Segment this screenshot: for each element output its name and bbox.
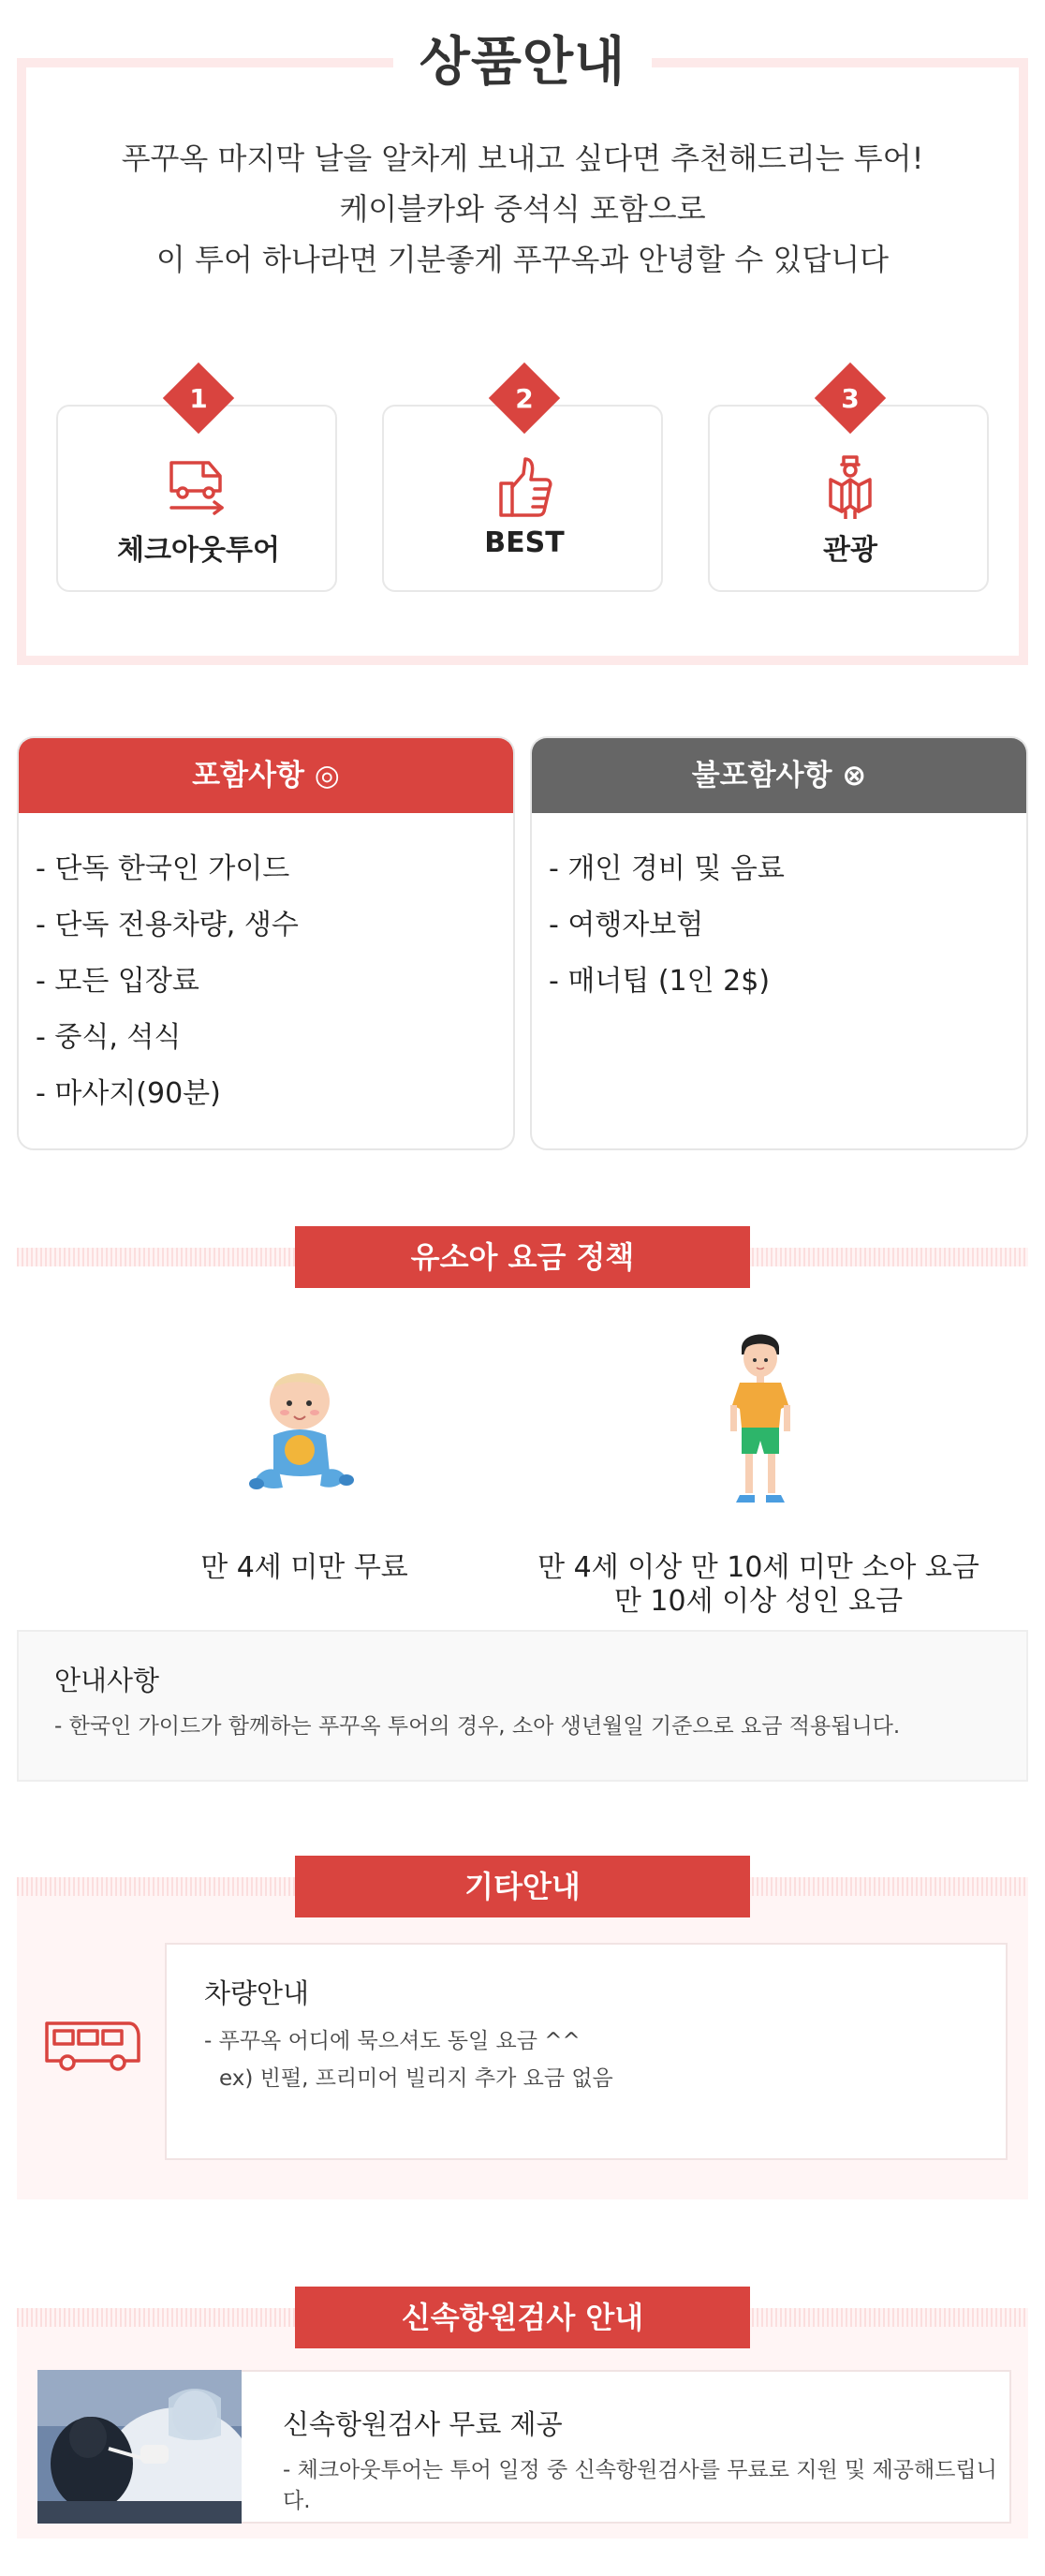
rapid-test-card-text: - 체크아웃투어는 투어 일정 중 신속항원검사를 무료로 지원 및 제공해드립니다. [283,2458,997,2513]
vehicle-info-line: - 푸꾸옥 어디에 묵으셔도 동일 요금 ^^ [204,2029,581,2053]
feature-label: 체크아웃투어 [117,534,280,567]
list-item: - 중식, 석식 [36,1021,182,1054]
intro-line: 푸꾸옥 마지막 날을 알차게 보내고 싶다면 추천해드리는 투어! [121,141,924,176]
list-item: - 단독 전용차량, 생수 [36,909,299,941]
intro-line: 이 투어 하나라면 기분좋게 푸꾸옥과 안녕할 수 있답니다 [155,242,890,277]
product-info-title: 상품안내 [393,24,652,101]
other-info-title: 기타안내 [295,1856,750,1917]
product-intro [0,133,1045,285]
vehicle-info-title: 차량안내 [204,1977,310,2009]
excluded-list [532,813,1026,1010]
feature-card-sightseeing [708,383,989,592]
child-fare-caption: 만 4세 이상 만 10세 미만 소아 요금 [537,1551,979,1584]
included-title: 포함사항 ◎ [19,738,513,813]
child-fare-title: 유소아 요금 정책 [295,1226,750,1288]
list-item: - 단독 한국인 가이드 [36,852,290,885]
tourist-map-icon [808,453,892,519]
bus-icon [43,2014,142,2076]
vehicle-info-card [165,1943,1008,2160]
thumbs-up-icon [482,453,567,519]
list-item: - 매너팁 (1인 2$) [549,965,771,998]
feature-card-checkout-tour [56,383,337,592]
van-icon [156,453,241,519]
excluded-title: 불포함사항 ⊗ [532,738,1026,813]
feature-number: 1 [189,383,208,414]
notice-box [17,1630,1028,1782]
excluded-box [530,736,1028,1150]
adult-fare-caption: 만 10세 이상 성인 요금 [613,1585,904,1618]
list-item: - 개인 경비 및 음료 [549,852,785,885]
vehicle-info-line: ex) 빈펄, 프리미어 빌리지 추가 요금 없음 [219,2066,613,2091]
notice-title: 안내사항 [54,1665,160,1696]
feature-label: BEST [484,526,565,559]
feature-label: 관광 [823,534,877,567]
included-list [19,813,513,1122]
notice-text: - 한국인 가이드가 함께하는 푸꾸옥 투어의 경우, 소아 생년월일 기준으로 요금 적용됩니다. [54,1714,901,1739]
baby-illustration [245,1360,358,1501]
feature-card-best [382,383,663,592]
rapid-test-card-title: 신속항원검사 무료 제공 [283,2408,563,2440]
list-item: - 마사지(90분) [36,1077,221,1110]
rapid-test-card [37,2370,1011,2524]
rapid-test-title: 신속항원검사 안내 [295,2287,750,2348]
infant-fare-caption: 만 4세 미만 무료 [200,1551,408,1584]
feature-number: 2 [515,383,534,414]
list-item: - 여행자보험 [549,909,704,941]
list-item: - 모든 입장료 [36,965,199,998]
intro-line: 케이블카와 중석식 포함으로 [339,191,706,227]
feature-number: 3 [841,383,860,414]
child-illustration [723,1330,798,1508]
included-box [17,736,515,1150]
rapid-test-photo [37,2370,242,2524]
